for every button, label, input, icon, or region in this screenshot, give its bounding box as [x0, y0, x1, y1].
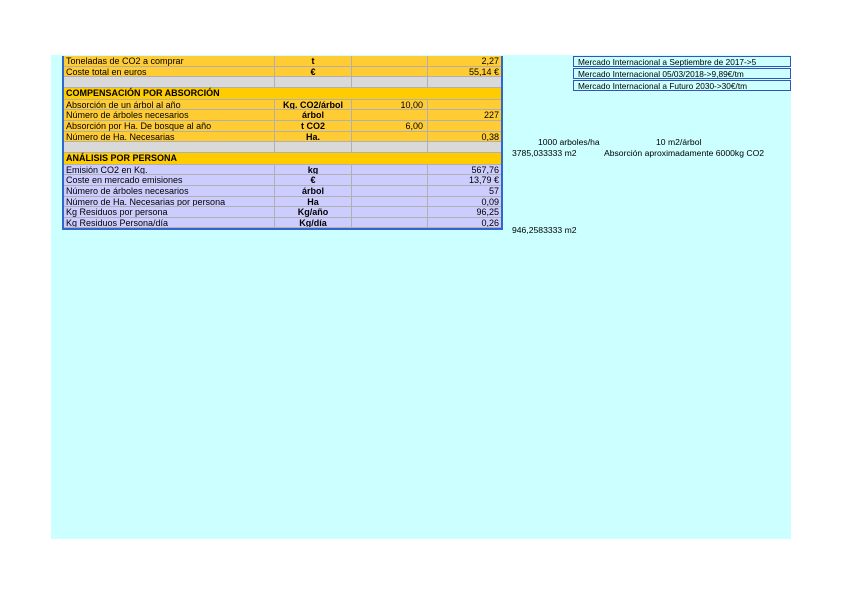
row-result[interactable]: 0,09	[427, 197, 501, 207]
row-unit[interactable]: Kg/año	[274, 207, 351, 217]
table-row	[64, 197, 501, 208]
row-unit[interactable]: €	[274, 175, 351, 185]
table-row	[64, 121, 501, 132]
row-value[interactable]	[351, 218, 427, 228]
mercado-row[interactable]: Mercado Internacional a Septiembre de 2017->5	[573, 56, 791, 67]
table-row	[64, 175, 501, 186]
row-result[interactable]: 567,76	[427, 165, 501, 175]
row-result[interactable]: 55,14 €	[427, 67, 501, 77]
note-m2-arbol[interactable]: 10 m2/árbol	[656, 137, 702, 147]
row-label[interactable]: Emisión CO2 en Kg.	[66, 164, 148, 175]
mercado-box	[573, 56, 791, 92]
table-row	[64, 186, 501, 197]
table-row	[64, 132, 501, 143]
spacer-row[interactable]	[64, 142, 501, 153]
row-label[interactable]: Coste en mercado emisiones	[66, 175, 183, 185]
row-value[interactable]: 10,00	[351, 100, 427, 110]
row-label[interactable]: Toneladas de CO2 a comprar	[66, 56, 184, 66]
row-label[interactable]: Absorción por Ha. De bosque al año	[66, 120, 212, 131]
row-result[interactable]: 227	[427, 110, 501, 120]
note-m2-persona[interactable]: 946,2583333 m2	[512, 225, 577, 235]
row-value[interactable]	[351, 186, 427, 196]
table-row	[64, 67, 501, 78]
co2-table	[62, 56, 503, 230]
row-value[interactable]	[351, 175, 427, 185]
row-label[interactable]: Número de árboles necesarios	[66, 185, 189, 196]
note-arboles-ha[interactable]: 1000 arboles/ha	[538, 137, 600, 147]
section-header-absorcion[interactable]: COMPENSACIÓN POR ABSORCIÓN	[64, 88, 501, 100]
note-m2-total[interactable]: 3785,033333 m2	[512, 148, 577, 158]
row-result[interactable]: 57	[427, 186, 501, 196]
table-row	[64, 218, 501, 229]
row-label[interactable]: Kg Residuos Persona/día	[66, 217, 169, 228]
row-unit[interactable]: Kg. CO2/árbol	[274, 100, 351, 110]
table-row	[64, 100, 501, 111]
table-row	[64, 56, 501, 67]
row-label[interactable]: Número de árboles necesarios	[66, 110, 189, 120]
row-value[interactable]	[351, 132, 427, 142]
row-value[interactable]	[351, 110, 427, 120]
table-row	[64, 165, 501, 176]
row-value[interactable]	[351, 67, 427, 77]
mercado-row[interactable]: Mercado Internacional a Futuro 2030->30€/tm	[573, 80, 791, 91]
row-unit[interactable]: t CO2	[274, 121, 351, 131]
row-value[interactable]	[351, 165, 427, 175]
section-header-persona[interactable]: ANÁLISIS POR PERSONA	[64, 153, 501, 165]
row-result[interactable]: 0,38	[427, 132, 501, 142]
table-row	[64, 110, 501, 121]
row-result[interactable]	[427, 121, 501, 131]
mercado-row[interactable]: Mercado Internacional 05/03/2018->9,89€/tm	[573, 68, 791, 79]
row-unit[interactable]: Ha	[274, 197, 351, 207]
row-result[interactable]: 13,79 €	[427, 175, 501, 185]
row-label[interactable]: Absorción de un árbol al año	[66, 99, 181, 110]
row-label[interactable]: Kg Residuos por persona	[66, 207, 168, 217]
row-value[interactable]	[351, 56, 427, 66]
row-result[interactable]: 96,25	[427, 207, 501, 217]
spacer-row[interactable]	[64, 77, 501, 88]
row-label[interactable]: Coste total en euros	[66, 66, 147, 77]
row-unit[interactable]: árbol	[274, 186, 351, 196]
row-label[interactable]: Número de Ha. Necesarias	[66, 131, 175, 142]
row-value[interactable]	[351, 207, 427, 217]
row-unit[interactable]: t	[274, 56, 351, 66]
row-unit[interactable]: €	[274, 67, 351, 77]
row-result[interactable]: 0,26	[427, 218, 501, 228]
row-unit[interactable]: Ha.	[274, 132, 351, 142]
row-unit[interactable]: árbol	[274, 110, 351, 120]
row-result[interactable]	[427, 100, 501, 110]
row-value[interactable]	[351, 197, 427, 207]
row-label[interactable]: Número de Ha. Necesarias por persona	[66, 196, 226, 207]
row-unit[interactable]: Kg/día	[274, 218, 351, 228]
row-result[interactable]: 2,27	[427, 56, 501, 66]
note-absorcion-aprox[interactable]: Absorción aproximadamente 6000kg CO2	[604, 148, 765, 158]
row-unit[interactable]: kg	[274, 165, 351, 175]
row-value[interactable]: 6,00	[351, 121, 427, 131]
table-row	[64, 207, 501, 218]
